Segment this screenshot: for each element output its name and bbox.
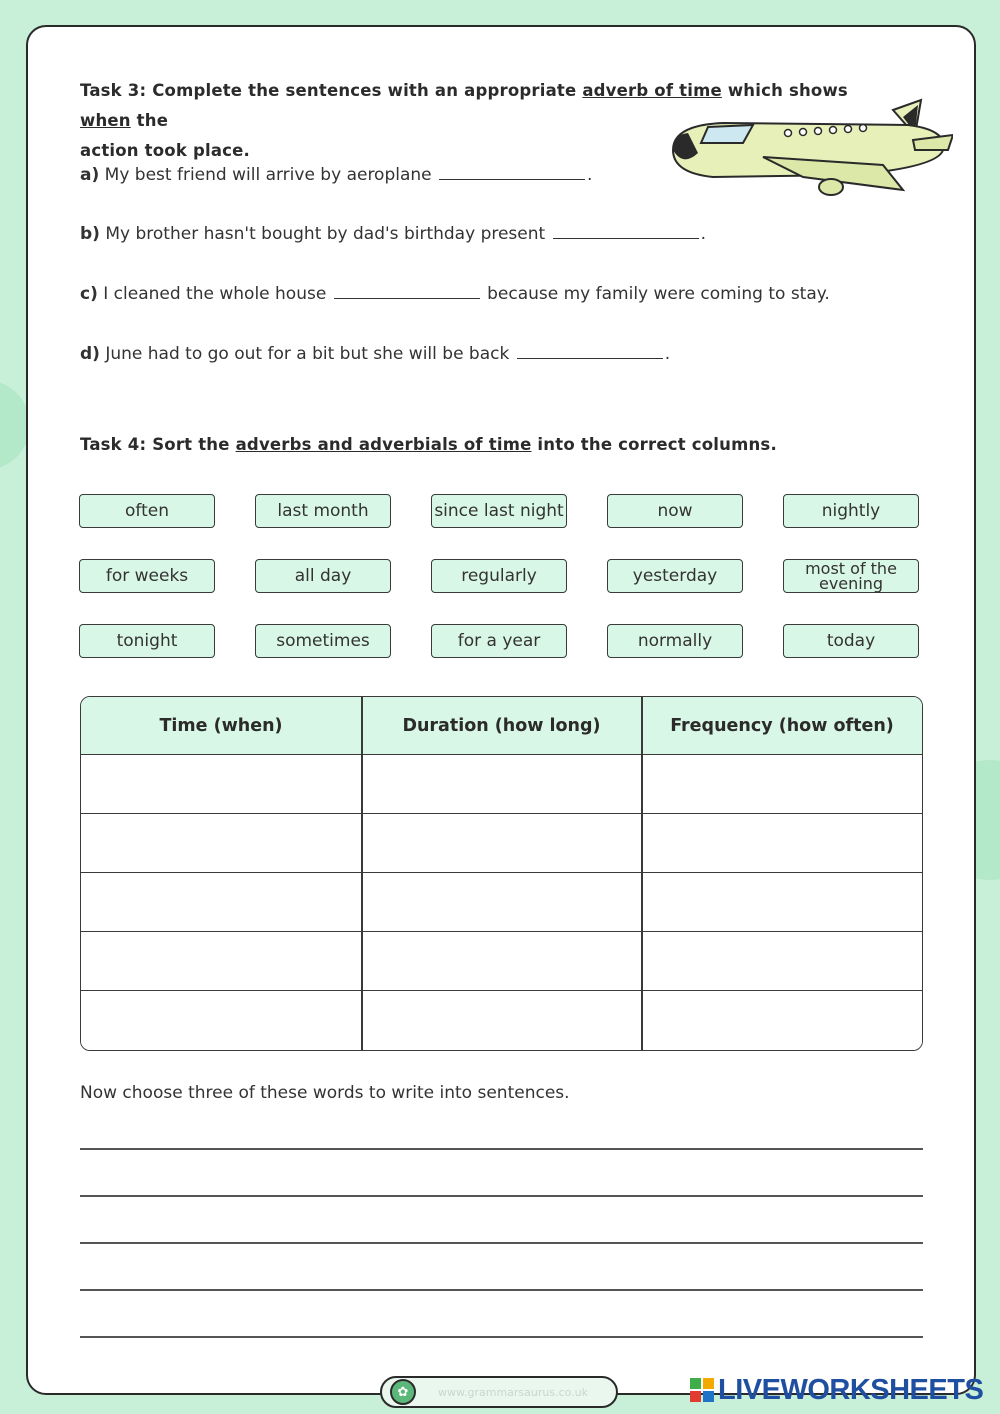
- liveworksheets-brand[interactable]: [690, 1372, 983, 1408]
- answer-blank-b[interactable]: [553, 222, 699, 239]
- word-chip[interactable]: since last night: [431, 494, 567, 528]
- column-header-duration: Duration (how long): [361, 697, 642, 755]
- word-chip[interactable]: tonight: [79, 624, 215, 658]
- word-chip[interactable]: today: [783, 624, 919, 658]
- footer-url-pill[interactable]: [380, 1376, 618, 1408]
- word-chip[interactable]: sometimes: [255, 624, 391, 658]
- word-chip[interactable]: all day: [255, 559, 391, 593]
- word-chip[interactable]: last month: [255, 494, 391, 528]
- writing-line[interactable]: [80, 1289, 923, 1291]
- word-chip[interactable]: for a year: [431, 624, 567, 658]
- task4-title: Task 4: Sort the adverbs and adverbials of time into the correct columns.: [80, 435, 777, 454]
- table-row[interactable]: [81, 755, 922, 814]
- liveworksheets-logo-icon: [690, 1378, 714, 1402]
- writing-line[interactable]: [80, 1336, 923, 1338]
- writing-line[interactable]: [80, 1148, 923, 1150]
- sentence-c: c) I cleaned the whole house because my family were coming to stay.: [80, 284, 830, 304]
- word-chip[interactable]: nightly: [783, 494, 919, 528]
- column-header-time: Time (when): [81, 697, 361, 755]
- writing-line[interactable]: [80, 1195, 923, 1197]
- table-row[interactable]: [81, 814, 922, 873]
- airplane-illustration: [653, 95, 953, 205]
- sentence-b: b) My brother hasn't bought by dad's birthday present .: [80, 224, 706, 244]
- grammarsaurus-logo-icon: ✿: [390, 1379, 416, 1405]
- table-row[interactable]: [81, 932, 922, 991]
- table-row[interactable]: [81, 991, 922, 1050]
- word-chip[interactable]: most of the evening: [783, 559, 919, 593]
- worksheet-page: [26, 25, 976, 1395]
- liveworksheets-wordmark: LIVEWORKSHEETS: [718, 1373, 984, 1406]
- sentence-prompt: Now choose three of these words to write into sentences.: [80, 1083, 570, 1103]
- word-chip[interactable]: often: [79, 494, 215, 528]
- writing-line[interactable]: [80, 1242, 923, 1244]
- column-divider: [361, 697, 363, 1050]
- sorting-table: [80, 696, 923, 1051]
- word-chip[interactable]: for weeks: [79, 559, 215, 593]
- table-row[interactable]: [81, 873, 922, 932]
- footer-url: www.grammarsaurus.co.uk: [438, 1385, 589, 1399]
- column-header-frequency: Frequency (how often): [642, 697, 922, 755]
- task3-title: Task 3: Complete the sentences with an appropriate adverb of time which shows when the action took place.: [80, 81, 848, 160]
- word-chip[interactable]: normally: [607, 624, 743, 658]
- answer-blank-a[interactable]: [439, 163, 585, 180]
- sentence-a: a) My best friend will arrive by aeroplane .: [80, 165, 593, 185]
- word-chip[interactable]: regularly: [431, 559, 567, 593]
- sentence-d: d) June had to go out for a bit but she will be back .: [80, 344, 671, 364]
- word-chip[interactable]: now: [607, 494, 743, 528]
- answer-blank-d[interactable]: [517, 342, 663, 359]
- word-chip[interactable]: yesterday: [607, 559, 743, 593]
- answer-blank-c[interactable]: [334, 282, 480, 299]
- column-divider: [641, 697, 643, 1050]
